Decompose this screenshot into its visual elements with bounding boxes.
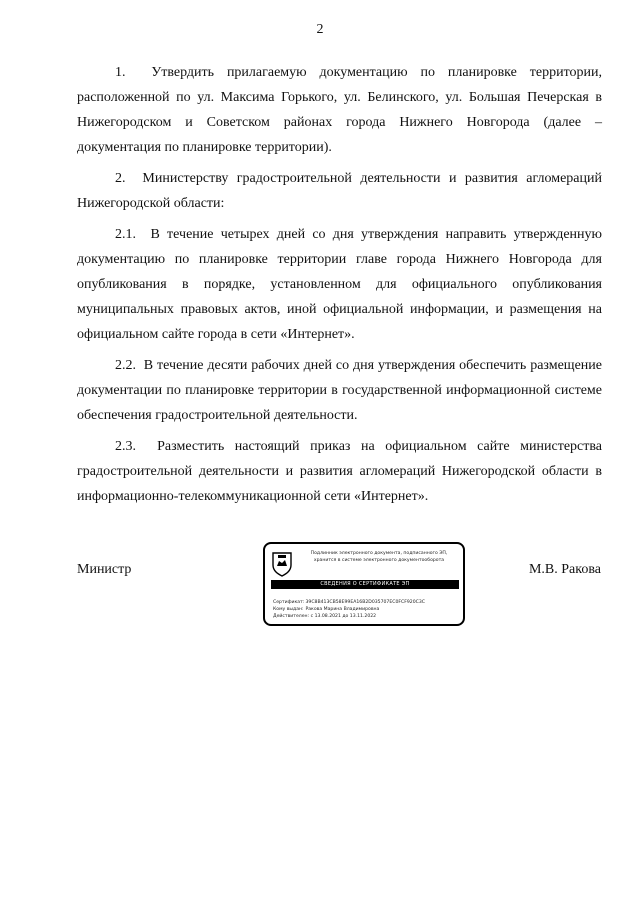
coat-of-arms-icon (271, 551, 293, 577)
signatory-name: М.В. Ракова (528, 562, 601, 577)
paragraph-2: 2. Министерству градостроительной деятельности и развития агломераций Нижегородской области: (77, 171, 602, 211)
electronic-signature-stamp (263, 542, 465, 626)
paragraph-2-3: 2.3. Разместить настоящий приказ на официальном сайте министерства градостроительной деятельности и развития агломераций Нижегородской области в информационно-телекоммуникационной сети «Интернет». (77, 439, 602, 504)
stamp-owner-line: Кому выдан: Ракова Марина Владимировна (273, 607, 380, 612)
page-number: 2 (316, 22, 324, 37)
signatory-title: Министр (77, 562, 132, 577)
document-body (77, 60, 602, 515)
stamp-validity-line: Действителен: с 13.08.2021 до 13.11.2022 (273, 614, 377, 619)
paragraph-1: 1. Утвердить прилагаемую документацию по планировке территории, расположенной по ул. Максима Горького, ул. Белинского, ул. Большая Печерская в Нижегородском и Советском районах города Нижнего Новгорода (далее – документация по планировке территории). (77, 65, 602, 155)
stamp-certificate-bar: СВЕДЕНИЯ О СЕРТИФИКАТЕ ЭП (271, 580, 459, 589)
stamp-header: Подлинник электронного документа, подписанного ЭП, хранится в системе электронного документооборота (310, 551, 448, 563)
paragraph-2-1: 2.1. В течение четырех дней со дня утверждения направить утвержденную документацию по планировке территории главе города Нижнего Новгорода для опубликования в порядке, установленном для официального опубликования муниципальных правовых актов, иной официальной информации, и размещения на официальном сайте города в сети «Интернет». (77, 227, 602, 342)
stamp-certificate-line: Сертификат: 39C8B413CB58E99EA16B2D035707EC0FCF920C3C (273, 600, 425, 605)
paragraph-2-2: 2.2. В течение десяти рабочих дней со дня утверждения обеспечить размещение документации по планировке территории в государственной информационной системе обеспечения градостроительной деятельности. (77, 358, 602, 423)
